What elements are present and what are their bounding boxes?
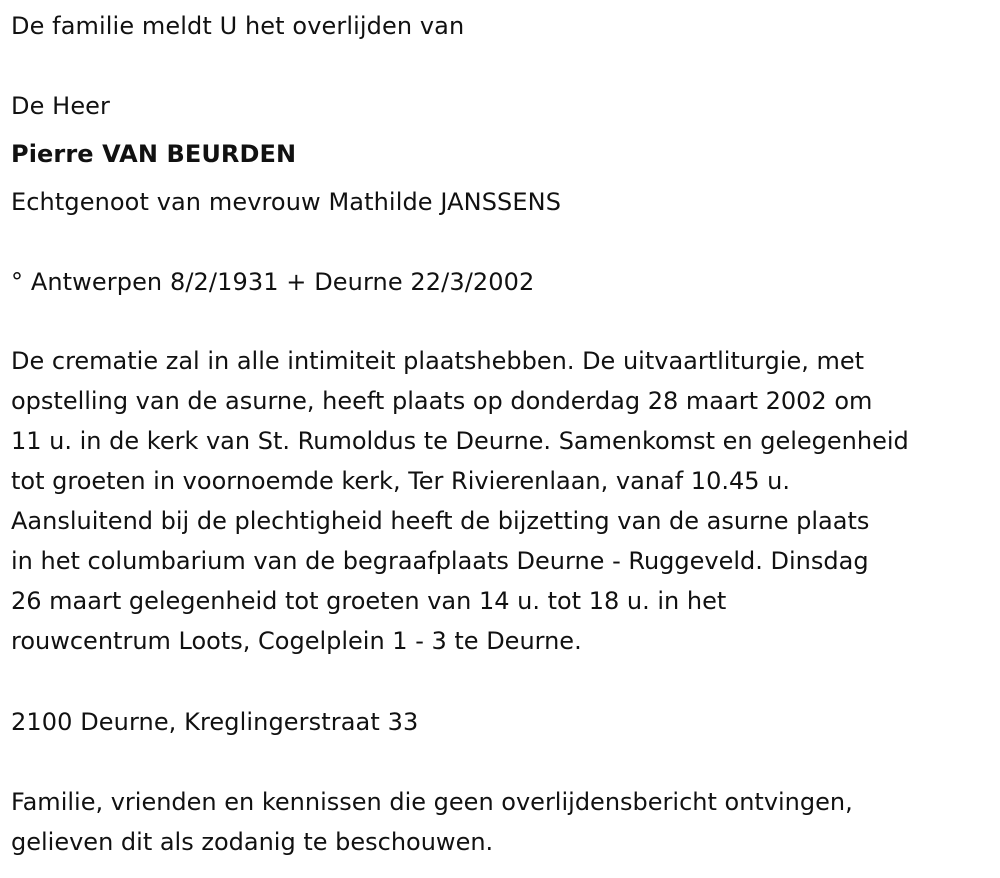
closing-line: gelieven dit als zodanig te beschouwen. (11, 828, 494, 856)
details-line: 11 u. in de kerk van St. Rumoldus te Deurne. Samenkomst en gelegenheid (11, 427, 909, 455)
closing-message (11, 782, 853, 862)
family-address: 2100 Deurne, Kreglingerstraat 33 (11, 708, 419, 736)
funeral-details (11, 341, 996, 661)
details-line: Aansluitend bij de plechtigheid heeft de bijzetting van de asurne plaats (11, 507, 870, 535)
deceased-name: Pierre VAN BEURDEN (11, 140, 297, 168)
spouse-line: Echtgenoot van mevrouw Mathilde JANSSENS (11, 188, 562, 216)
details-line: tot groeten in voornoemde kerk, Ter Rivierenlaan, vanaf 10.45 u. (11, 467, 790, 495)
intro-text: De familie meldt U het overlijden van (11, 12, 465, 40)
details-line: in het columbarium van de begraafplaats Deurne - Ruggeveld. Dinsdag (11, 547, 869, 575)
honorific: De Heer (11, 92, 111, 120)
birth-death-dates: ° Antwerpen 8/2/1931 + Deurne 22/3/2002 (11, 268, 535, 296)
details-line: opstelling van de asurne, heeft plaats op donderdag 28 maart 2002 om (11, 387, 873, 415)
details-line: 26 maart gelegenheid tot groeten van 14 u. tot 18 u. in het (11, 587, 727, 615)
details-line: De crematie zal in alle intimiteit plaatshebben. De uitvaartliturgie, met (11, 347, 865, 375)
details-line: rouwcentrum Loots, Cogelplein 1 - 3 te Deurne. (11, 627, 582, 655)
closing-line: Familie, vrienden en kennissen die geen overlijdensbericht ontvingen, (11, 788, 853, 816)
